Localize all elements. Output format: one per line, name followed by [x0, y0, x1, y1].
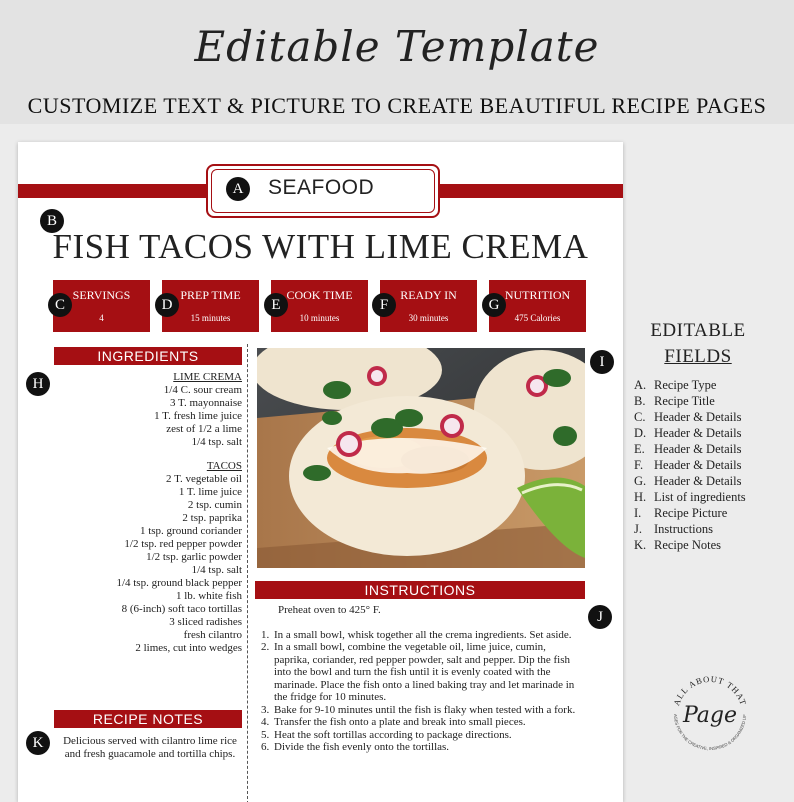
- logo-mark: [664, 668, 756, 760]
- fish-tacos-image: [257, 348, 585, 568]
- field-label: Header & Details: [654, 426, 742, 440]
- svg-text:ALL ABOUT THAT: [671, 674, 748, 707]
- badge-f: F: [372, 293, 396, 317]
- badge-d: D: [155, 293, 179, 317]
- ingredients-list[interactable]: [38, 371, 242, 655]
- editable-fields-list: [634, 377, 794, 553]
- instruction-step: 2. In a small bowl, combine the vegetable oil, lime juice, cumin, paprika, coriander, red pepper powder, salt and pepper. Dip the fish into the bowl and turn the fish until it is evenly coated with the marinade. Place the fish onto a lined baking tray and let marinade in the fridge for 10 minutes.: [272, 641, 584, 704]
- ingredient-item: 3 sliced radishes: [169, 616, 242, 628]
- logo-ring-text: AGES FOR THE CREATIVE, INSPIRED & ORGANIZED LIF: [672, 713, 748, 752]
- ingredient-group-title: TACOS: [206, 460, 242, 472]
- instructions-steps: [254, 629, 584, 754]
- instruction-step: 6. Divide the fish evenly onto the tortillas.: [272, 741, 584, 754]
- fields-title-line1: EDITABLE: [650, 320, 746, 341]
- stat-label: COOK TIME: [286, 288, 353, 302]
- ingredient-item: 2 tsp. cumin: [187, 499, 242, 511]
- instruction-step: 1. In a small bowl, whisk together all the crema ingredients. Set aside.: [272, 629, 584, 642]
- ingredients-header: INGREDIENTS: [54, 347, 242, 365]
- field-key: B.: [634, 394, 646, 408]
- banner-subtitle: CUSTOMIZE TEXT & PICTURE TO CREATE BEAUTIFUL RECIPE PAGES: [27, 93, 767, 118]
- ingredient-item: fresh cilantro: [183, 629, 242, 641]
- ingredient-item: 1 T. lime juice: [178, 486, 242, 498]
- field-item: [634, 505, 794, 521]
- banner-script-title: Editable Template: [194, 22, 600, 71]
- stat-value: 30 minutes: [408, 313, 449, 323]
- field-item: [634, 441, 794, 457]
- ingredient-item: 1/4 C. sour cream: [163, 384, 242, 396]
- field-key: J.: [634, 522, 642, 536]
- badge-i: I: [590, 350, 614, 374]
- ingredient-group-title: LIME CREMA: [173, 371, 242, 383]
- brand-logo: [664, 668, 756, 760]
- ingredient-item: 1/4 tsp. salt: [191, 564, 242, 576]
- field-item: [634, 473, 794, 489]
- ingredient-item: zest of 1/2 a lime: [166, 423, 242, 435]
- field-label: List of ingredients: [654, 490, 746, 504]
- field-label: Recipe Picture: [654, 506, 728, 520]
- stat-value: 4: [99, 313, 104, 323]
- field-key: A.: [634, 378, 647, 392]
- field-label: Header & Details: [654, 458, 742, 472]
- recipe-notes-text[interactable]: Delicious served with cilantro lime rice and fresh guacamole and tortilla chips.: [63, 735, 237, 760]
- ingredient-item: 1/4 tsp. salt: [191, 436, 242, 448]
- badge-a: A: [226, 177, 250, 201]
- logo-arc-text: ALL ABOUT THAT: [671, 673, 749, 707]
- stat-label: SERVINGS: [72, 288, 131, 302]
- field-label: Recipe Notes: [654, 538, 721, 552]
- ingredient-item: 1 T. fresh lime juice: [154, 410, 242, 422]
- instruction-step: 4. Transfer the fish onto a plate and break into small pieces.: [272, 716, 584, 729]
- header-banner: [0, 0, 794, 124]
- badge-g: G: [482, 293, 506, 317]
- instructions-header: INSTRUCTIONS: [255, 581, 585, 599]
- instruction-step: 5. Heat the soft tortillas according to package directions.: [272, 729, 584, 742]
- badge-h: H: [26, 372, 50, 396]
- field-label: Recipe Type: [654, 378, 717, 392]
- field-label: Header & Details: [654, 474, 742, 488]
- field-label: Header & Details: [654, 442, 742, 456]
- stat-value: 10 minutes: [299, 313, 340, 323]
- stat-label: NUTRITION: [504, 288, 571, 302]
- logo-word: Page: [682, 703, 738, 728]
- ingredient-item: 2 limes, cut into wedges: [135, 642, 242, 654]
- editable-fields-title: [640, 318, 756, 370]
- instruction-step: 3. Bake for 9-10 minutes until the fish is flaky when tested with a fork.: [272, 704, 584, 717]
- ingredient-item: 1/2 tsp. garlic powder: [146, 551, 242, 563]
- field-key: D.: [634, 426, 647, 440]
- field-item: [634, 457, 794, 473]
- badge-k: K: [26, 731, 50, 755]
- field-key: E.: [634, 442, 645, 456]
- field-item: [634, 425, 794, 441]
- field-item: [634, 377, 794, 393]
- badge-e: E: [264, 293, 288, 317]
- stat-value: 15 minutes: [190, 313, 231, 323]
- column-divider: [247, 344, 248, 802]
- badge-j: J: [588, 605, 612, 629]
- instructions-section[interactable]: [254, 604, 584, 754]
- badge-c: C: [48, 293, 72, 317]
- field-key: K.: [634, 538, 647, 552]
- ingredient-item: 2 T. vegetable oil: [166, 473, 242, 485]
- field-key: C.: [634, 410, 646, 424]
- ingredient-item: 1 lb. white fish: [176, 590, 242, 602]
- recipe-photo[interactable]: [257, 348, 585, 568]
- field-key: F.: [634, 458, 644, 472]
- ingredient-item: 8 (6-inch) soft taco tortillas: [121, 603, 242, 615]
- recipe-sheet: [18, 142, 623, 802]
- spacer: [38, 449, 242, 460]
- ingredient-item: 1 tsp. ground coriander: [139, 525, 242, 537]
- field-label: Header & Details: [654, 410, 742, 424]
- field-item: [634, 393, 794, 409]
- field-key: H.: [634, 490, 647, 504]
- ingredient-item: 1/2 tsp. red pepper powder: [124, 538, 242, 550]
- stat-label: READY IN: [400, 288, 457, 302]
- category-label: SEAFOOD: [268, 176, 375, 199]
- field-item: [634, 489, 794, 505]
- recipe-notes-header: RECIPE NOTES: [54, 710, 242, 728]
- ingredient-item: 3 T. mayonnaise: [170, 397, 242, 409]
- badge-b: B: [40, 209, 64, 233]
- ingredient-item: 1/4 tsp. ground black pepper: [116, 577, 242, 589]
- ingredient-item: 2 tsp. paprika: [182, 512, 242, 524]
- field-label: Instructions: [654, 522, 714, 536]
- field-label: Recipe Title: [654, 394, 715, 408]
- recipe-title[interactable]: FISH TACOS WITH LIME CREMA: [52, 227, 589, 266]
- fields-title-line2: FIELDS: [664, 346, 732, 367]
- stat-label: PREP TIME: [180, 288, 241, 302]
- field-key: I.: [634, 506, 642, 520]
- instructions-intro: Preheat oven to 425° F.: [278, 604, 381, 616]
- field-item: [634, 521, 794, 537]
- field-key: G.: [634, 474, 647, 488]
- field-item: [634, 409, 794, 425]
- field-item: [634, 537, 794, 553]
- stat-value: 475 Calories: [514, 313, 561, 323]
